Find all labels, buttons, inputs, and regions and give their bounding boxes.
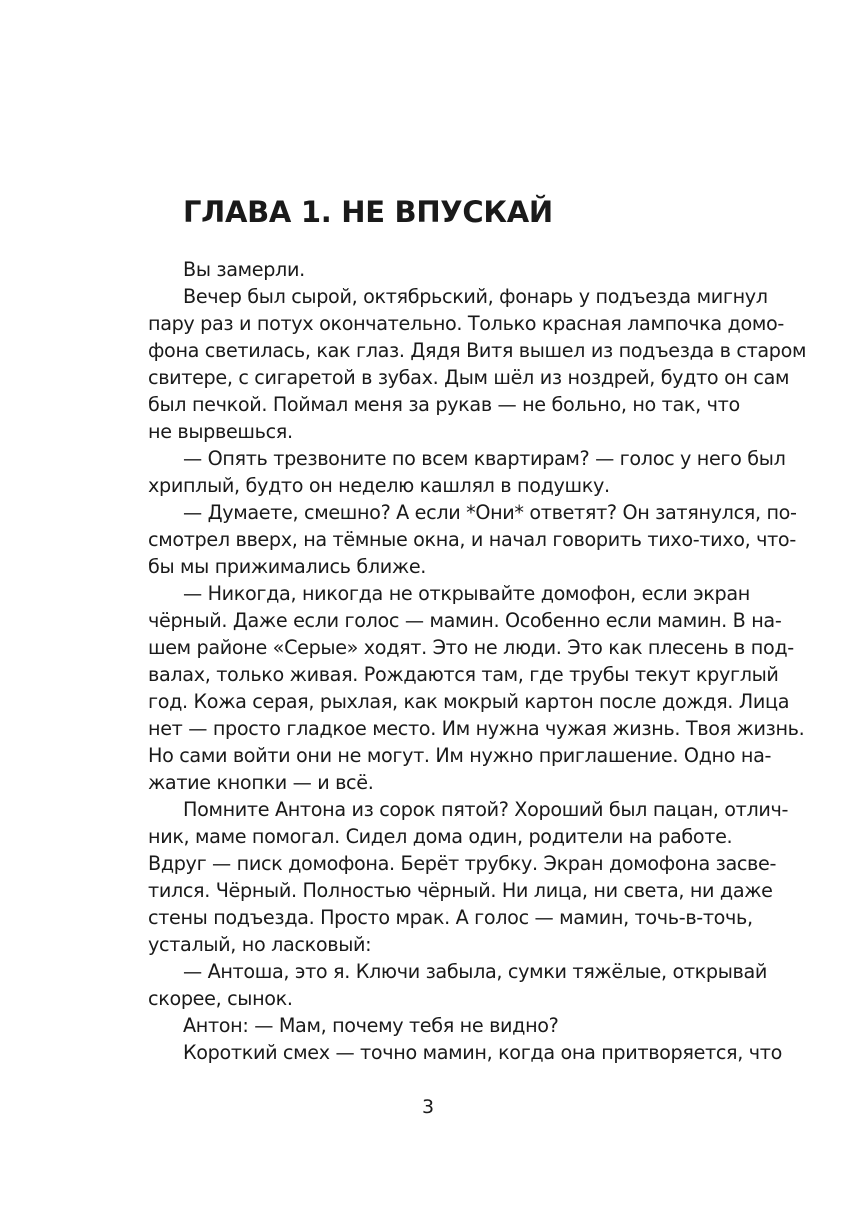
text-line: нет — просто гладкое место. Им нужна чужая жизнь. Твоя жизнь. bbox=[148, 717, 805, 740]
text-line: смотрел вверх, на тёмные окна, и начал говорить тихо-тихо, что- bbox=[148, 528, 796, 551]
text-line: Вечер был сырой, октябрьский, фонарь у подъезда мигнул bbox=[183, 285, 768, 308]
text-line: скорее, сынок. bbox=[148, 987, 293, 1010]
text-line: Вы замерли. bbox=[183, 258, 305, 281]
text-line: хриплый, будто он неделю кашлял в подушку. bbox=[148, 474, 610, 497]
text-line: усталый, но ласковый: bbox=[148, 933, 372, 956]
text-line: бы мы прижимались ближе. bbox=[148, 555, 427, 578]
text-line: — Опять трезвоните по всем квартирам? — голос у него был bbox=[183, 447, 786, 470]
text-line: год. Кожа серая, рыхлая, как мокрый картон после дождя. Лица bbox=[148, 690, 790, 713]
text-line: — Никогда, никогда не открывайте домофон, если экран bbox=[183, 582, 750, 605]
text-line: шем районе «Серые» ходят. Это не люди. Это как плесень в под- bbox=[148, 636, 794, 659]
text-line: Антон: — Мам, почему тебя не видно? bbox=[183, 1014, 559, 1037]
text-line: Но сами войти они не могут. Им нужно приглашение. Одно на- bbox=[148, 744, 772, 767]
text-line: Помните Антона из сорок пятой? Хороший был пацан, отлич- bbox=[183, 798, 789, 821]
text-line: жатие кнопки — и всё. bbox=[148, 771, 374, 794]
text-line: стены подъезда. Просто мрак. А голос — мамин, точь-в-точь, bbox=[148, 906, 753, 929]
text-line: фона светилась, как глаз. Дядя Витя вышел из подъезда в старом bbox=[148, 339, 807, 362]
text-line: ник, маме помогал. Сидел дома один, родители на работе. bbox=[148, 825, 733, 848]
text-line: пару раз и потух окончательно. Только красная лампочка домо- bbox=[148, 312, 784, 335]
chapter-body bbox=[148, 256, 807, 1066]
text-line: свитере, с сигаретой в зубах. Дым шёл из ноздрей, будто он сам bbox=[148, 366, 790, 389]
text-line: тился. Чёрный. Полностью чёрный. Ни лица, ни света, ни даже bbox=[148, 879, 773, 902]
text-line: — Антоша, это я. Ключи забыла, сумки тяжёлые, открывай bbox=[183, 960, 768, 983]
text-line: чёрный. Даже если голос — мамин. Особенно если мамин. В на- bbox=[148, 609, 782, 632]
text-line: был печкой. Поймал меня за рукав — не больно, но так, что bbox=[148, 393, 740, 416]
text-line: Вдруг — писк домофона. Берёт трубку. Экран домофона засве- bbox=[148, 852, 777, 875]
text-line: Короткий смех — точно мамин, когда она притворяется, что bbox=[183, 1041, 782, 1064]
text-line: — Думаете, смешно? А если *Они* ответят? Он затянулся, по- bbox=[183, 501, 797, 524]
chapter-title: ГЛАВА 1. НЕ ВПУСКАЙ bbox=[183, 195, 553, 229]
text-line: валах, только живая. Рождаются там, где трубы текут круглый bbox=[148, 663, 779, 686]
page-number: 3 bbox=[421, 1096, 435, 1118]
text-line: не вырвешься. bbox=[148, 420, 293, 443]
